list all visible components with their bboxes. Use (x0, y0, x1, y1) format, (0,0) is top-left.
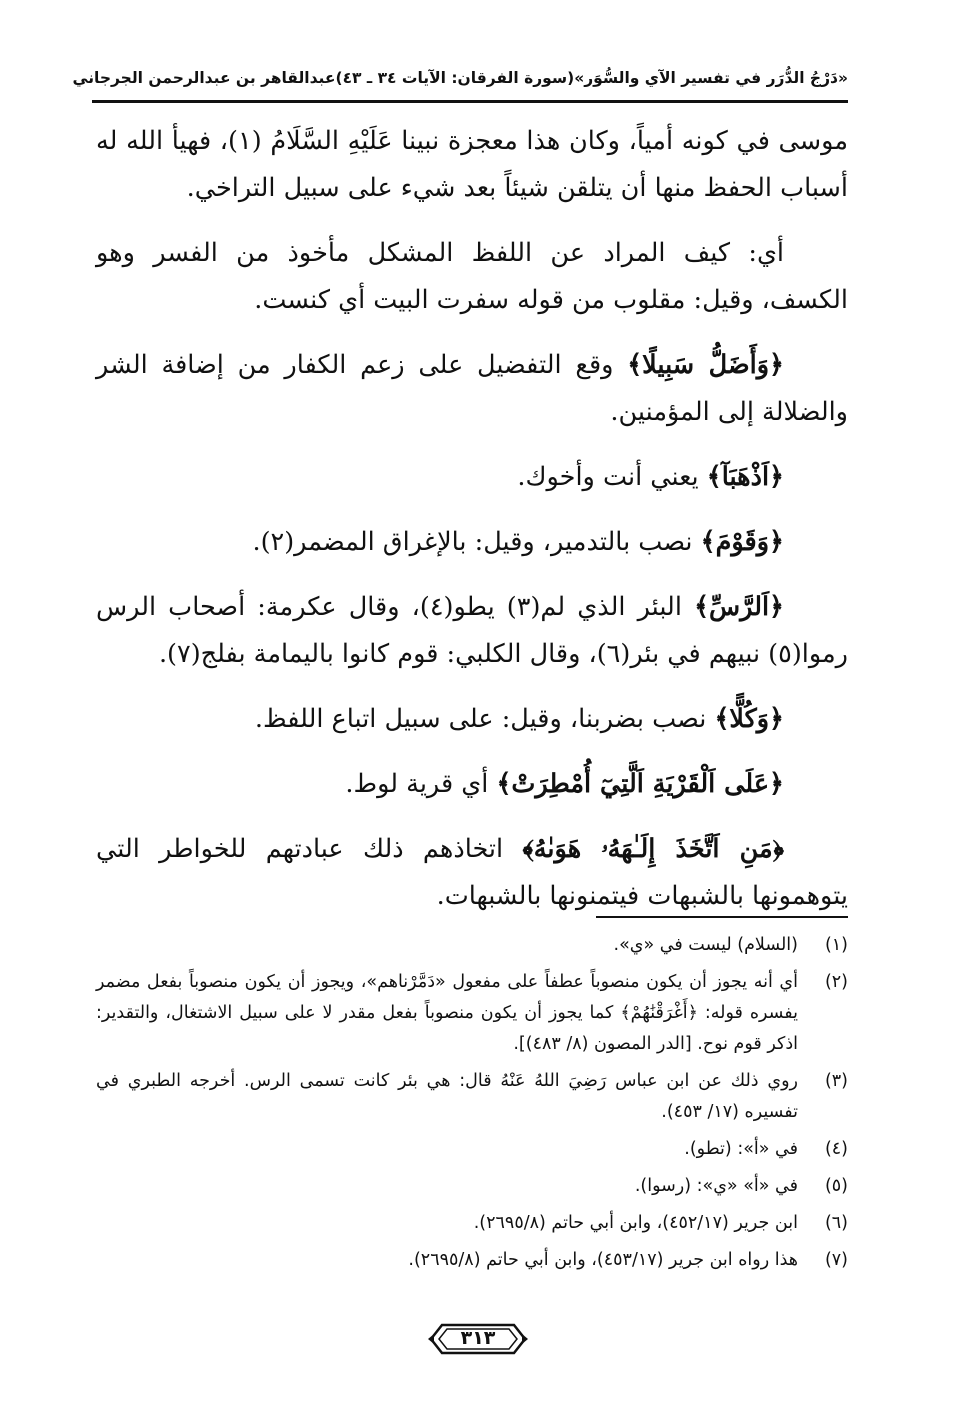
paragraph: ﴿اَذْهَبَآ﴾ يعني أنت وأخوك. (517, 462, 784, 492)
footnote-number: (٦) (824, 1213, 848, 1233)
footnote (96, 1066, 848, 1128)
header-book-title: «دَرْجُ الدُّرَر في تفسير الآي والسُّوَر» (574, 69, 848, 87)
footnote-text: في «أ»: (تطو). (684, 1139, 798, 1159)
paragraph: ﴿اَلرَّسِّ﴾ البئر الذي لم(٣) يطو(٤)، وقال عكرمة: أصحاب الرس رموا(٥) نبيهم في بئر(٦)، وقال الكلبي: قوم كانوا باليمامة بفلج(٧). (96, 592, 848, 669)
header-divider (92, 100, 848, 103)
footnote-number: (٤) (824, 1139, 848, 1159)
footnote-number: (٧) (824, 1250, 848, 1270)
main-text (96, 118, 848, 938)
paragraph: أي: كيف المراد عن اللفظ المشكل مأخوذ من الفسر وهو الكسف، وقيل: مقلوب من قوله سفرت البيت أي كنست. (96, 238, 848, 315)
paragraph: ﴿وَقَوْمَ﴾ نصب بالتدمير، وقيل: بالإغراق المضمر(٢). (252, 527, 784, 557)
footnote-text: (السلام) ليست في «ي». (613, 935, 798, 955)
footnote-text: هذا رواه ابن جرير (٤٥٣/١٧)، وابن أبي حاتم (٢٦٩٥/٨). (408, 1250, 798, 1270)
running-header (72, 60, 848, 96)
paragraph: ﴿عَلَى اَلْقَرْيَةِ اَلَّتِيٓ أُمْطِرَتْ﴾ أي قرية لوط. (345, 769, 784, 799)
page-number-ornament (428, 1322, 528, 1356)
footnote-number: (٥) (824, 1176, 848, 1196)
footnote-text: روي ذلك عن ابن عباس رَضِيَ اللهُ عَنْهُ قال: هي بئر كانت تسمى الرس. أخرجه الطبري في تفسيره (١٧/ ٤٥٣). (96, 1071, 798, 1122)
footnote (96, 1171, 848, 1202)
footnote (96, 1134, 848, 1165)
footnote-number: (١) (824, 935, 848, 955)
quran-quote: ﴿وَقَوْمَ﴾ (700, 527, 784, 557)
footnote (96, 930, 848, 961)
footnotes (96, 930, 848, 1282)
quran-quote: ﴿عَلَى اَلْقَرْيَةِ اَلَّتِيٓ أُمْطِرَتْ﴾ (496, 769, 784, 799)
footnote-number: (٣) (824, 1071, 848, 1091)
header-surah-range: (سورة الفرقان: الآيات ٣٤ ـ ٤٣) (335, 69, 575, 87)
footnote (96, 1208, 848, 1239)
footnote-text: في «أ» «ي»: (رسوا). (634, 1176, 798, 1196)
quran-quote: ﴿اَلرَّسِّ﴾ (694, 592, 784, 622)
paragraph: ﴿وَأَضَلُّ سَبِيلًا﴾ وقع التفضيل على زعم الكفار من إضافة الشر والضلالة إلى المؤمنين. (96, 350, 848, 427)
footnote-divider (596, 916, 848, 918)
paragraph: موسى في كونه أمياً، وكان هذا معجزة نبينا عَلَيْهِ السَّلَامُ (١)، فهيأ الله له أسباب الحفظ منها أن يتلقن شيئاً بعد شيء على سبيل التراخي. (96, 126, 849, 203)
footnote (96, 967, 848, 1060)
quran-quote: ﴿وَكُلًّا﴾ (714, 704, 784, 734)
footnote-text: ابن جرير (٤٥٢/١٧)، وابن أبي حاتم (٢٦٩٥/٨). (473, 1213, 798, 1233)
quran-quote: ﴿مَنِ اَتَّخَذَ إِلَـٰهَهُۥ هَوَىٰهُ﴾ (522, 834, 784, 864)
footnote-text: أي أنه يجوز أن يكون منصوباً عطفاً على مفعول «دَمَّرْناهم»، ويجوز أن يكون منصوباً بفعل مضمر يفسره قوله: ﴿أَغْرَقْنَٰهُمْ﴾ كما يجوز أن يكون منصوباً بفعل مقدر لا على سبيل الاشتغال، والتقدير: اذكر قوم نوح. [الدر المصون (٨/ ٤٨٣)]. (96, 972, 798, 1054)
footnote (96, 1245, 848, 1276)
quran-quote: ﴿اَذْهَبَآ﴾ (706, 462, 784, 492)
paragraph: ﴿وَكُلًّا﴾ نصب بضربنا، وقيل: على سبيل اتباع اللفظ. (254, 704, 784, 734)
page-number: ٣١٣ (460, 1327, 496, 1349)
paragraph: ﴿مَنِ اَتَّخَذَ إِلَـٰهَهُۥ هَوَىٰهُ﴾ اتخاذهم ذلك عبادتهم للخواطر التي يتوهمونها بالشبهات فيتمنونها بالشبهات. (96, 834, 848, 911)
footnote-number: (٢) (824, 972, 848, 992)
header-author: عبدالقاهر بن عبدالرحمن الجرجاني (72, 69, 336, 87)
quran-quote: ﴿وَأَضَلُّ سَبِيلًا﴾ (627, 350, 784, 380)
